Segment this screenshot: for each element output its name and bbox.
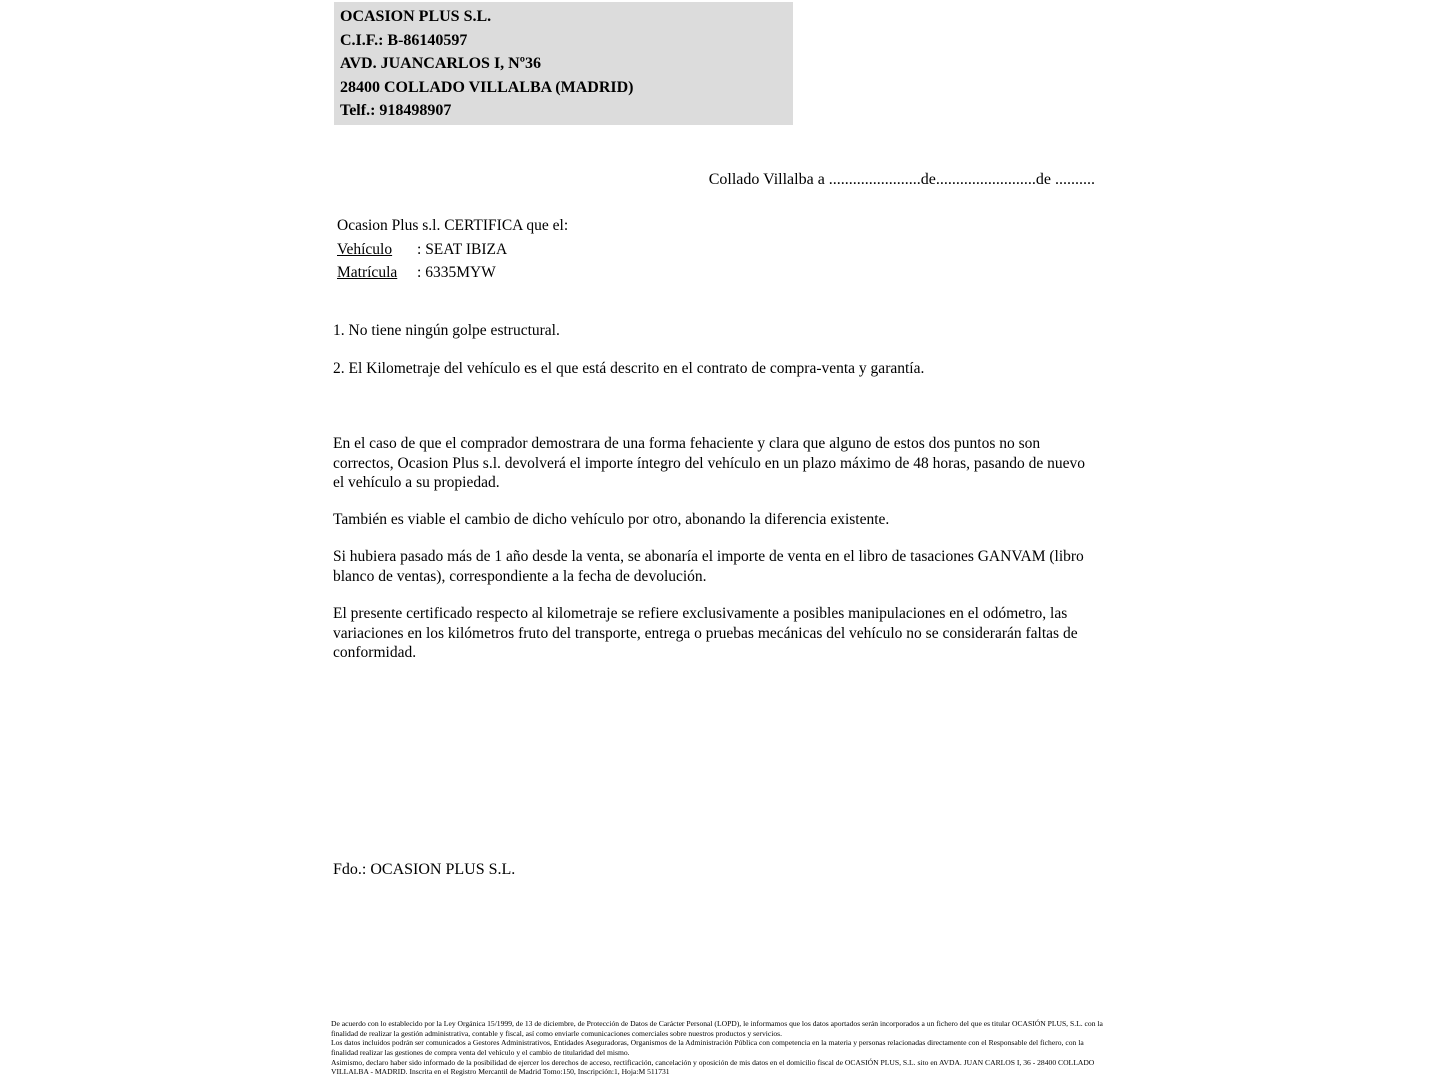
- paragraph-exchange: También es viable el cambio de dicho vehículo por otro, abonando la diferencia existente.: [333, 511, 890, 529]
- vehicle-separator: :: [417, 240, 422, 258]
- company-name: OCASION PLUS S.L.: [340, 8, 492, 25]
- body-paragraphs: [333, 434, 1095, 680]
- plate-label: Matrícula: [337, 264, 398, 281]
- plate-value: 6335MYW: [425, 264, 496, 281]
- paragraph-refund: En el caso de que el comprador demostrara de una forma fehaciente y clara que alguno de estos dos puntos no son correctos, Ocasion Plus s.l. devolverá el importe íntegro del vehículo en un plazo máximo de 48 horas, pasando de nuevo el vehículo a su propiedad.: [333, 435, 1085, 492]
- point-mileage: 2. El Kilometraje del vehículo es el que está descrito en el contrato de compra-venta y garantía.: [333, 359, 925, 377]
- paragraph-ganvam: Si hubiera pasado más de 1 año desde la venta, se abonaría el importe de venta en el libro de tasaciones GANVAM (libro blanco de ventas), correspondiente a la fecha de devolución.: [333, 548, 1084, 585]
- legal-footer: [331, 1019, 1103, 1077]
- vehicle-value: SEAT IBIZA: [425, 240, 508, 258]
- vehicle-label: Vehículo: [337, 240, 393, 258]
- points-block: [333, 321, 1095, 396]
- legal-paragraph-lopd: De acuerdo con lo establecido por la Ley Orgánica 15/1999, de 13 de diciembre, de Protección de Datos de Carácter Personal (LOPD), le informamos que los datos aportados serán incorporados a un fichero del que es titular OCASIÓN PLUS, S.L. con la finalidad de realizar la gestión administrativa, contable y fiscal, así como enviarle comunicaciones comerciales sobre nuestros productos y servicios.: [331, 1019, 1103, 1038]
- plate-separator: :: [417, 264, 422, 281]
- paragraph-odometer: El presente certificado respecto al kilometraje se refiere exclusivamente a posibles manipulaciones en el odómetro, las variaciones en los kilómetros fruto del transporte, entrega o pruebas mecánicas del vehículo no se considerarán faltas de conformidad.: [333, 605, 1078, 662]
- date-line: Collado Villalba a .......................de.........................de ..........: [708, 171, 1095, 188]
- company-address: AVD. JUANCARLOS I, Nº36: [340, 55, 542, 72]
- company-city: 28400 COLLADO VILLALBA (MADRID): [340, 78, 634, 96]
- certification-block: [337, 214, 568, 285]
- plate-label-cell: [337, 261, 417, 285]
- vehicle-field-row: [337, 238, 568, 262]
- certification-intro: Ocasion Plus s.l. CERTIFICA que el:: [337, 217, 569, 234]
- legal-paragraph-data-sharing: Los datos incluidos podrán ser comunicados a Gestores Administrativos, Entidades Aseguradoras, Organismos de la Administración Pública con competencia en la materia y personas relacionadas directamente con el Responsable del fichero, con la finalidad realizar las gestiones de compra venta del vehículo y el cambio de titularidad del mismo.: [331, 1038, 1084, 1057]
- company-header-box: [334, 2, 793, 125]
- legal-paragraph-rights: Asimismo, declaro haber sido informado de la posibilidad de ejercer los derechos de acceso, rectificación, cancelación y oposición de mis datos en el domicilio fiscal de OCASIÓN PLUS, S.L. sito en AVDA. JUAN CARLOS I, 36 - 28400 COLLADO VILLALBA - MADRID. Inscrita en el Registro Mercantil de Madrid Tomo:150, Inscripción:1, Hoja:M 511731: [331, 1057, 1095, 1077]
- plate-field-row: [337, 261, 568, 285]
- vehicle-label-cell: [337, 238, 417, 262]
- signature-line: Fdo.: OCASION PLUS S.L.: [333, 861, 516, 878]
- company-cif: C.I.F.: B-86140597: [340, 31, 468, 49]
- point-structural: 1. No tiene ningún golpe estructural.: [333, 322, 560, 339]
- company-phone: Telf.: 918498907: [340, 102, 452, 119]
